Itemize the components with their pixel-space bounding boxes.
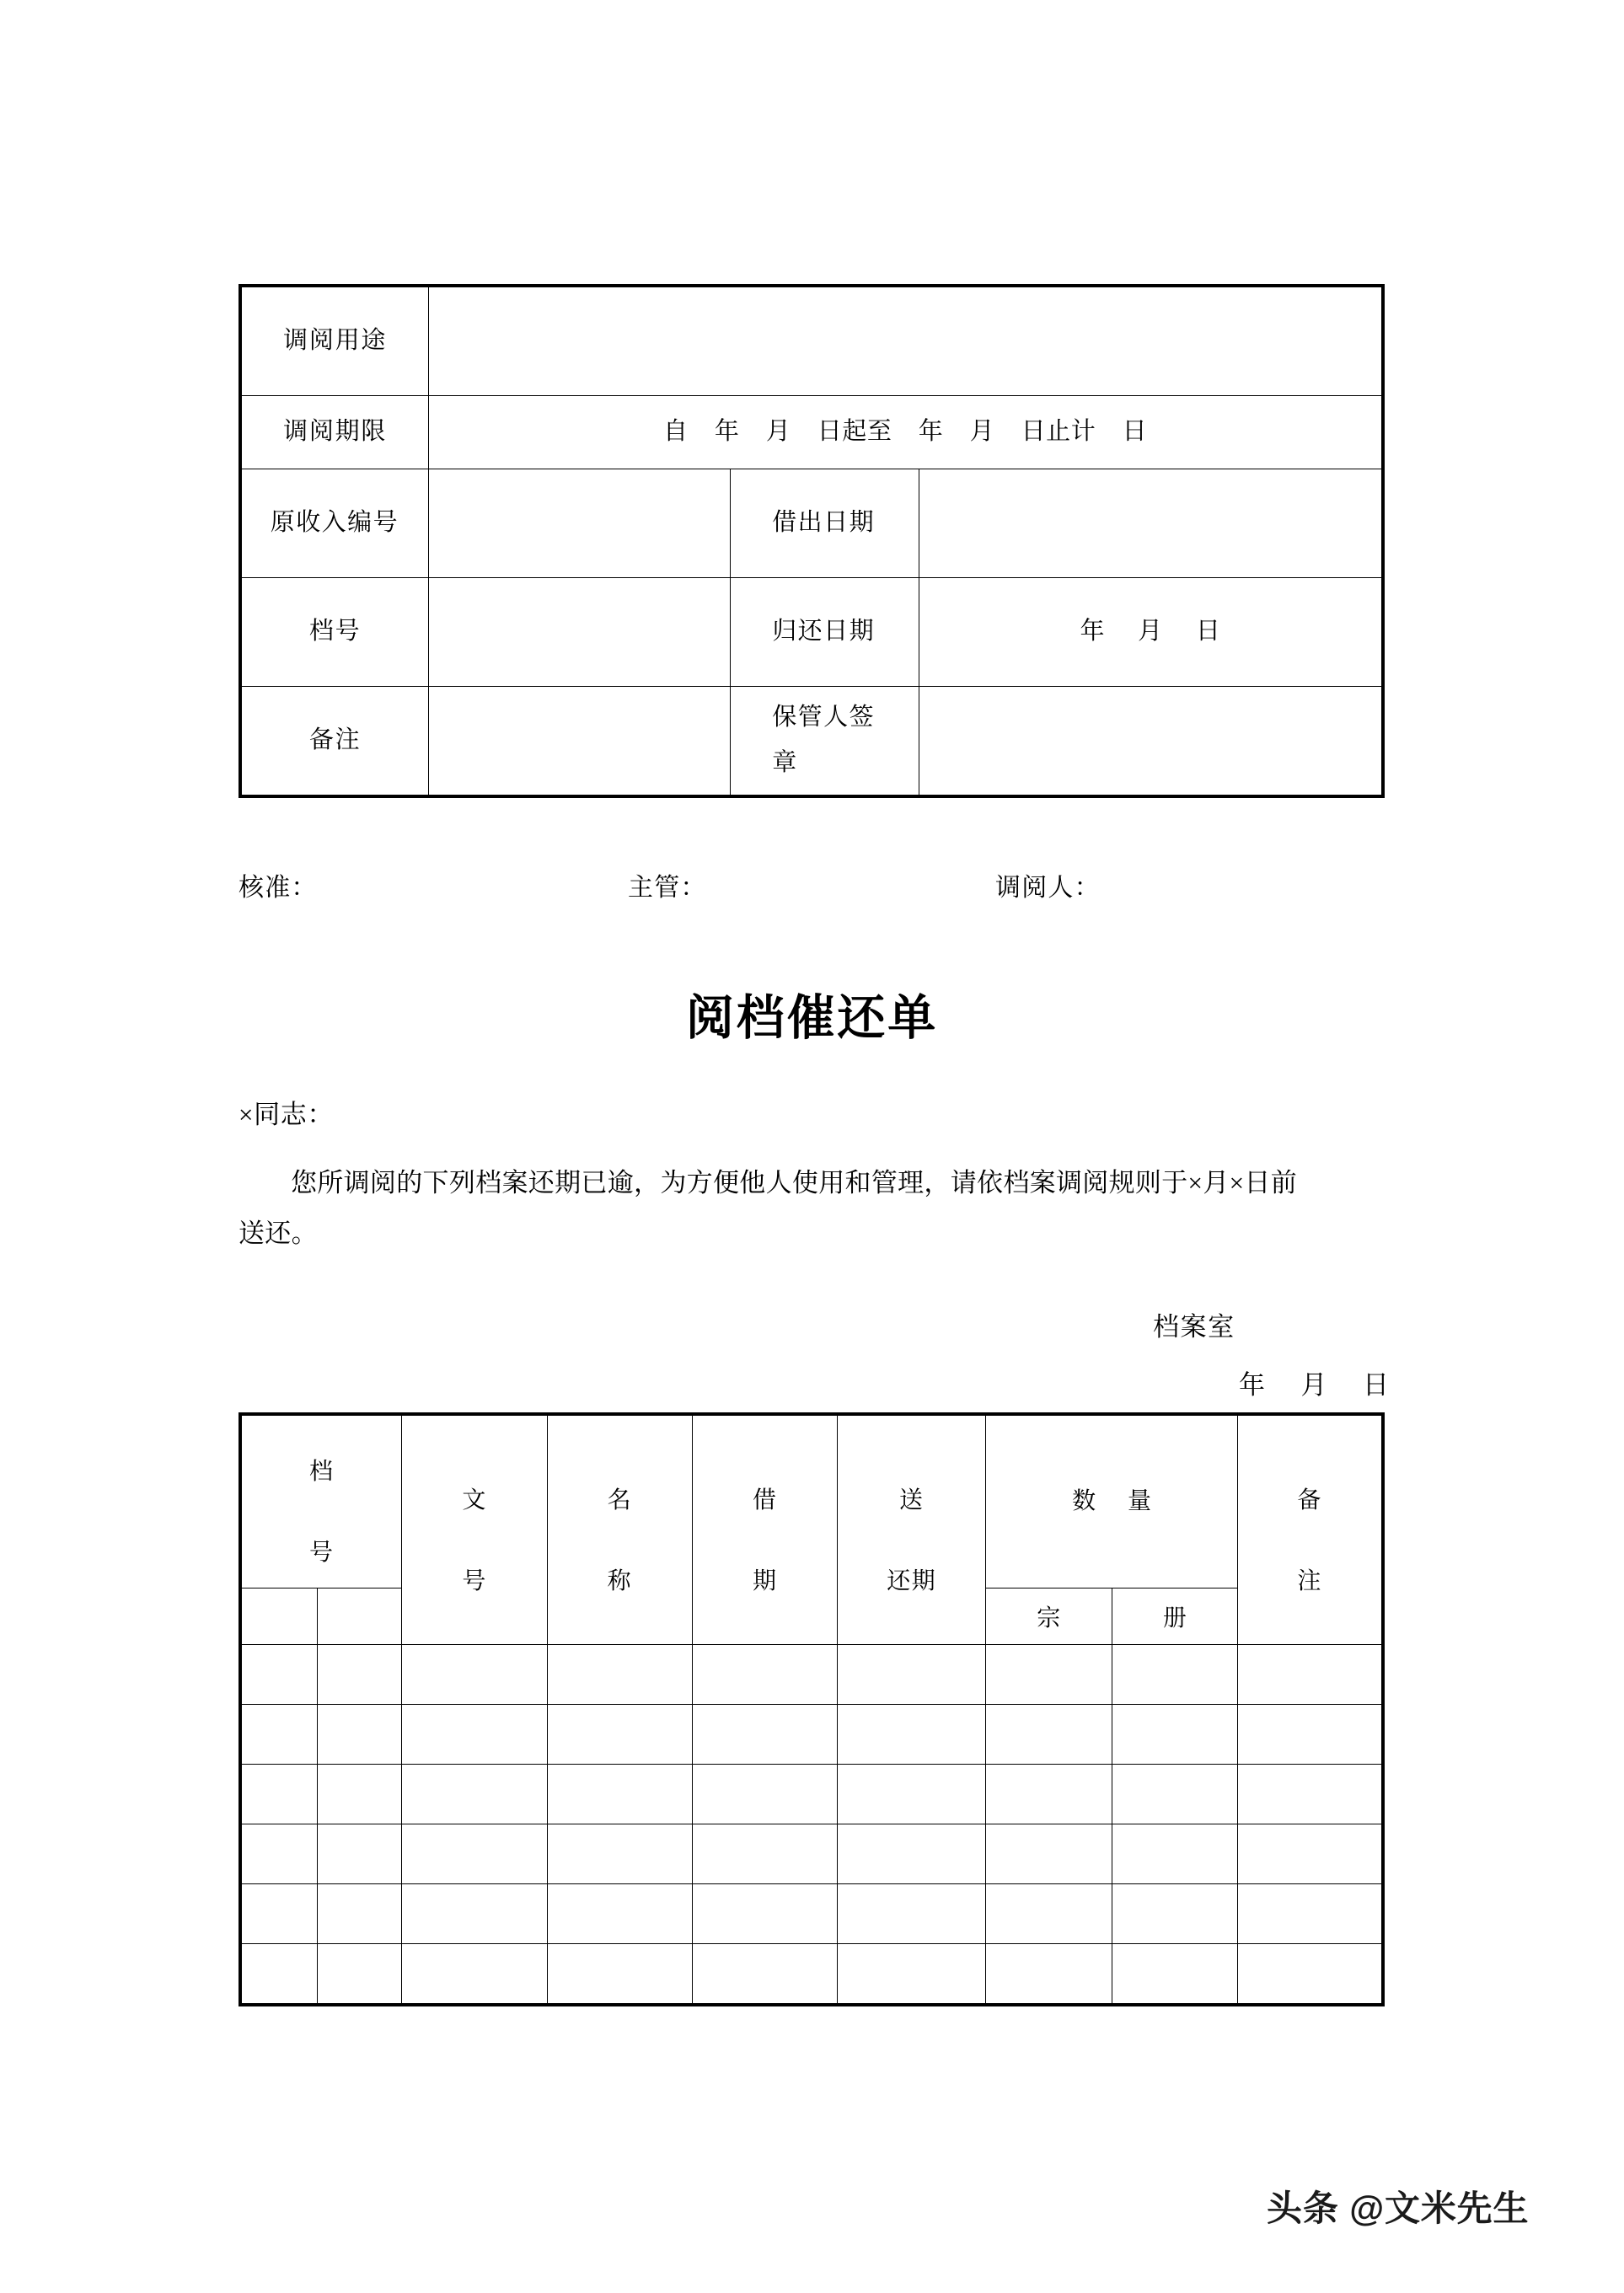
approver-label: 核准： xyxy=(239,874,318,902)
grid-table xyxy=(239,1412,1385,2006)
cell-quantity-zong[interactable] xyxy=(985,1645,1112,1705)
cell-remarks[interactable] xyxy=(1238,1645,1383,1705)
header-return-date xyxy=(838,1414,986,1645)
page-title: 阅档催还单 xyxy=(685,992,939,1045)
letter-body xyxy=(239,1158,1435,1260)
header-return-date-char-1: 送 xyxy=(898,1487,925,1513)
table-row xyxy=(240,1944,1383,2006)
cell-archive-no-b[interactable] xyxy=(317,1645,402,1705)
header-borrow-date-stack xyxy=(694,1467,835,1594)
table-header-row xyxy=(240,1414,1383,1588)
cell-quantity-zong[interactable] xyxy=(985,1824,1112,1884)
cell-return-date[interactable] xyxy=(838,1765,986,1824)
header-remarks-stack xyxy=(1240,1467,1380,1594)
header-remarks xyxy=(1238,1414,1383,1645)
header-archive-no-char-1: 档 xyxy=(308,1459,335,1485)
cell-keeper-signature-value[interactable] xyxy=(919,687,1383,797)
header-borrow-date-char-2: 期 xyxy=(753,1567,778,1594)
cell-borrow-date[interactable] xyxy=(693,1645,838,1705)
table-row xyxy=(240,469,1383,578)
cell-archive-no-b[interactable] xyxy=(317,1884,402,1944)
table-row xyxy=(240,1824,1383,1884)
issuing-office: 档案室 xyxy=(1153,1312,1235,1342)
cell-return-date-value[interactable]: 年 月 日 xyxy=(919,578,1383,687)
letter-body-line-1: 您所调阅的下列档案还期已逾，为方便他人使用和管理，请依档案调阅规则于×月×日前 xyxy=(291,1168,1298,1197)
cell-purpose-label: 调阅用途 xyxy=(240,286,429,396)
cell-return-date-label xyxy=(731,578,919,687)
header-name-char-2: 称 xyxy=(607,1567,633,1594)
header-doc-no-stack xyxy=(404,1467,544,1594)
cell-archive-no-b[interactable] xyxy=(317,1705,402,1765)
cell-archive-no-a[interactable] xyxy=(240,1944,317,2006)
header-doc-no-char-2: 号 xyxy=(462,1567,487,1594)
issuing-date: 年 月 日 xyxy=(1239,1370,1390,1400)
cell-period-value[interactable]: 自 年 月 日起至 年 月 日止计 日 xyxy=(429,396,1383,469)
cell-doc-no[interactable] xyxy=(402,1884,547,1944)
header-quantity-inner xyxy=(988,1438,1235,1565)
subheader-quantity-zong: 宗 xyxy=(985,1588,1112,1645)
cell-quantity-zong[interactable] xyxy=(985,1765,1112,1824)
label-text: 借出日期 xyxy=(772,509,876,537)
cell-name[interactable] xyxy=(547,1884,692,1944)
header-return-date-stack xyxy=(839,1467,984,1594)
cell-borrow-date[interactable] xyxy=(693,1765,838,1824)
cell-borrow-date[interactable] xyxy=(693,1705,838,1765)
cell-return-date[interactable] xyxy=(838,1824,986,1884)
header-quantity-label: 数 量 xyxy=(1072,1488,1165,1514)
cell-period-label: 调阅期限 xyxy=(240,396,429,469)
header-name-stack xyxy=(549,1467,690,1594)
table-row xyxy=(240,286,1383,396)
table-row xyxy=(240,1705,1383,1765)
cell-quantity-ce[interactable] xyxy=(1112,1645,1238,1705)
cell-quantity-ce[interactable] xyxy=(1112,1944,1238,2006)
cell-remarks[interactable] xyxy=(1238,1824,1383,1884)
header-archive-no xyxy=(240,1414,402,1588)
cell-quantity-ce[interactable] xyxy=(1112,1884,1238,1944)
cell-doc-no[interactable] xyxy=(402,1824,547,1884)
overdue-archive-list-table xyxy=(239,1412,1385,2006)
table-row xyxy=(240,1884,1383,1944)
cell-name[interactable] xyxy=(547,1705,692,1765)
header-return-date-char-2: 还期 xyxy=(887,1567,937,1594)
header-quantity xyxy=(985,1414,1237,1588)
table-row xyxy=(240,1765,1383,1824)
cell-archive-no-a[interactable] xyxy=(240,1824,317,1884)
header-remarks-char-1: 备 xyxy=(1297,1487,1322,1513)
cell-archive-no-a[interactable] xyxy=(240,1884,317,1944)
header-doc-no-char-1: 文 xyxy=(462,1487,487,1513)
supervisor-label: 主管： xyxy=(628,874,707,902)
subheader-archive-no-b xyxy=(317,1588,402,1645)
table-row xyxy=(240,1645,1383,1705)
cell-keeper-signature-label xyxy=(731,687,919,797)
cell-quantity-ce[interactable] xyxy=(1112,1824,1238,1884)
cell-remarks[interactable] xyxy=(1238,1884,1383,1944)
cell-doc-no[interactable] xyxy=(402,1765,547,1824)
cell-archive-no-a[interactable] xyxy=(240,1765,317,1824)
header-borrow-date-char-1: 借 xyxy=(753,1487,778,1513)
salutation: ×同志： xyxy=(239,1100,334,1129)
cell-remarks[interactable] xyxy=(1238,1944,1383,2006)
cell-quantity-zong[interactable] xyxy=(985,1705,1112,1765)
requester-label: 调阅人： xyxy=(995,874,1101,902)
cell-borrow-date[interactable] xyxy=(693,1884,838,1944)
subheader-quantity-ce: 册 xyxy=(1112,1588,1238,1645)
cell-doc-no[interactable] xyxy=(402,1705,547,1765)
cell-borrow-date[interactable] xyxy=(693,1824,838,1884)
header-remarks-char-2: 注 xyxy=(1297,1567,1322,1594)
archive-request-form-table xyxy=(239,284,1385,798)
cell-archive-no-b[interactable] xyxy=(317,1944,402,2006)
header-archive-no-char-2: 号 xyxy=(308,1540,335,1566)
letter-body-line-2: 送还。 xyxy=(239,1219,318,1249)
cell-archive-no-a[interactable] xyxy=(240,1645,317,1705)
header-name xyxy=(547,1414,692,1645)
cell-lend-date-value[interactable] xyxy=(919,469,1383,578)
cell-return-date[interactable] xyxy=(838,1884,986,1944)
cell-remarks[interactable] xyxy=(1238,1705,1383,1765)
label-text: 归还日期 xyxy=(772,618,876,646)
cell-quantity-zong[interactable] xyxy=(985,1944,1112,2006)
cell-archive-no-a[interactable] xyxy=(240,1705,317,1765)
cell-quantity-ce[interactable] xyxy=(1112,1765,1238,1824)
header-doc-no xyxy=(402,1414,547,1645)
table-row xyxy=(240,687,1383,797)
label-text: 原收入编号 xyxy=(270,509,399,537)
header-borrow-date xyxy=(693,1414,838,1645)
table-row xyxy=(240,578,1383,687)
cell-name[interactable] xyxy=(547,1765,692,1824)
label-text: 保管人签章 xyxy=(772,704,876,776)
cell-lend-date-label xyxy=(731,469,919,578)
cell-name[interactable] xyxy=(547,1944,692,2006)
cell-remarks[interactable] xyxy=(1238,1765,1383,1824)
header-archive-no-stack xyxy=(244,1438,399,1565)
cell-name[interactable] xyxy=(547,1645,692,1705)
cell-return-date[interactable] xyxy=(838,1645,986,1705)
watermark: 头条 @文米先生 xyxy=(1267,2189,1530,2228)
cell-archive-number-label: 档号 xyxy=(240,578,429,687)
cell-doc-no[interactable] xyxy=(402,1944,547,2006)
cell-original-number-value[interactable] xyxy=(429,469,731,578)
cell-archive-number-value[interactable] xyxy=(429,578,731,687)
cell-remarks-value[interactable] xyxy=(429,687,731,797)
cell-archive-no-b[interactable] xyxy=(317,1824,402,1884)
cell-purpose-value[interactable] xyxy=(429,286,1383,396)
cell-return-date[interactable] xyxy=(838,1944,986,2006)
cell-quantity-ce[interactable] xyxy=(1112,1705,1238,1765)
table-row xyxy=(240,396,1383,469)
header-name-char-1: 名 xyxy=(607,1487,633,1513)
form-table xyxy=(239,284,1385,798)
cell-borrow-date[interactable] xyxy=(693,1944,838,2006)
cell-quantity-zong[interactable] xyxy=(985,1884,1112,1944)
cell-archive-no-b[interactable] xyxy=(317,1765,402,1824)
cell-original-number-label xyxy=(240,469,429,578)
cell-doc-no[interactable] xyxy=(402,1645,547,1705)
cell-name[interactable] xyxy=(547,1824,692,1884)
subheader-archive-no-a xyxy=(240,1588,317,1645)
cell-remarks-label: 备注 xyxy=(240,687,429,797)
cell-return-date[interactable] xyxy=(838,1705,986,1765)
